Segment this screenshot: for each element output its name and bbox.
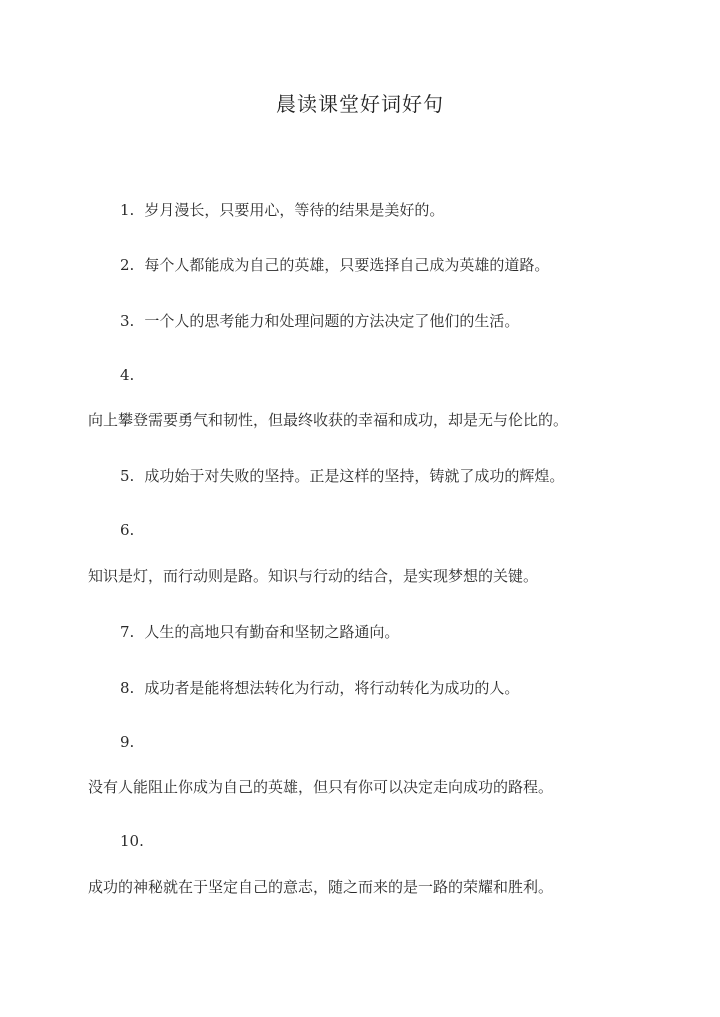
item-number: 4. <box>120 366 135 384</box>
item-text: 成功的神秘就在于坚定自己的意志，随之而来的是一路的荣耀和胜利。 <box>88 878 554 896</box>
item-number: 7. <box>120 623 135 641</box>
item-number: 3. <box>120 312 135 330</box>
item-text: 知识是灯，而行动则是路。知识与行动的结合，是实现梦想的关键。 <box>88 567 539 585</box>
item-text: 岁月漫长，只要用心，等待的结果是美好的。 <box>144 201 445 219</box>
item-text: 没有人能阻止你成为自己的英雄，但只有你可以决定走向成功的路程。 <box>88 778 554 796</box>
page-title: 晨读课堂好词好句 <box>276 92 444 116</box>
item-number: 6. <box>120 521 135 539</box>
item-text: 成功始于对失败的坚持。正是这样的坚持，铸就了成功的辉煌。 <box>144 467 565 485</box>
list-item <box>120 310 519 331</box>
item-number: 9. <box>120 733 135 751</box>
item-text: 向上攀登需要勇气和韧性，但最终收获的幸福和成功，却是无与伦比的。 <box>88 411 569 429</box>
item-text: 人生的高地只有勤奋和坚韧之路通向。 <box>144 623 400 641</box>
list-item <box>120 199 444 220</box>
item-number: 10. <box>120 832 144 850</box>
list-item <box>120 677 519 698</box>
item-text: 一个人的思考能力和处理问题的方法决定了他们的生活。 <box>144 312 520 330</box>
list-item <box>120 465 564 486</box>
item-number: 5. <box>120 467 135 485</box>
item-number: 1. <box>120 201 135 219</box>
list-item <box>120 254 549 275</box>
item-text: 成功者是能将想法转化为行动，将行动转化为成功的人。 <box>144 679 520 697</box>
item-number: 2. <box>120 256 135 274</box>
item-text: 每个人都能成为自己的英雄，只要选择自己成为英雄的道路。 <box>144 256 550 274</box>
item-number: 8. <box>120 679 135 697</box>
list-item <box>120 621 399 642</box>
